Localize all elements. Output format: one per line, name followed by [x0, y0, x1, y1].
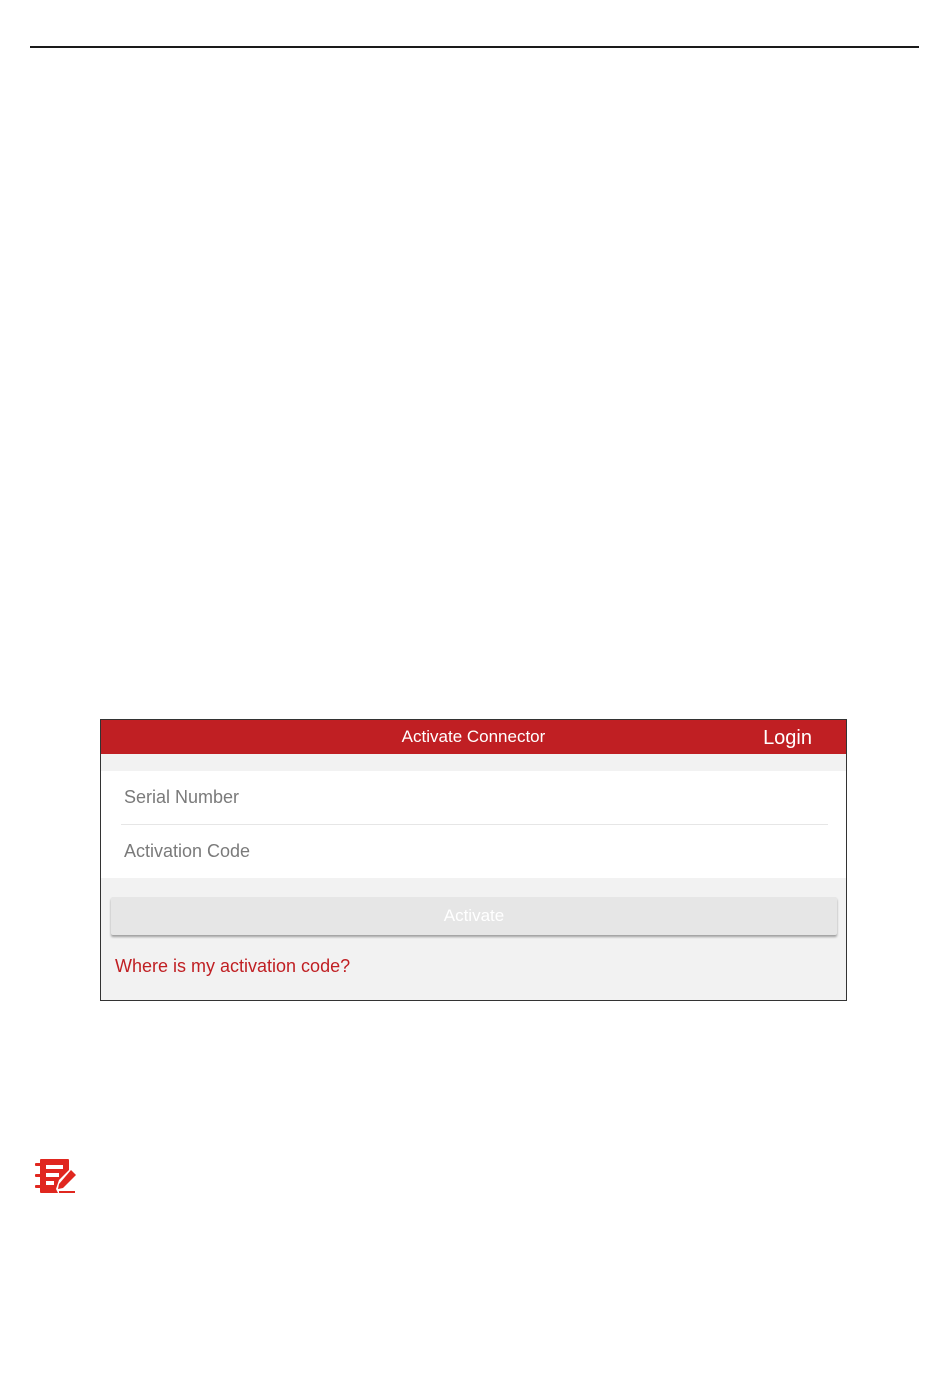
activation-form	[101, 771, 846, 878]
page-header-rule	[30, 46, 919, 48]
activate-button[interactable]: Activate	[111, 897, 837, 935]
activation-code-help-link[interactable]: Where is my activation code?	[115, 956, 351, 976]
serial-number-input[interactable]	[121, 771, 824, 824]
activation-code-input[interactable]	[121, 825, 824, 878]
activation-code-row	[101, 825, 846, 878]
serial-number-row	[101, 771, 846, 824]
note-edit-icon	[35, 1158, 77, 1194]
login-button[interactable]: Login	[763, 727, 812, 749]
screen-title: Activate Connector	[401, 727, 546, 746]
title-bar	[101, 720, 846, 754]
activate-connector-screen	[100, 719, 847, 1001]
